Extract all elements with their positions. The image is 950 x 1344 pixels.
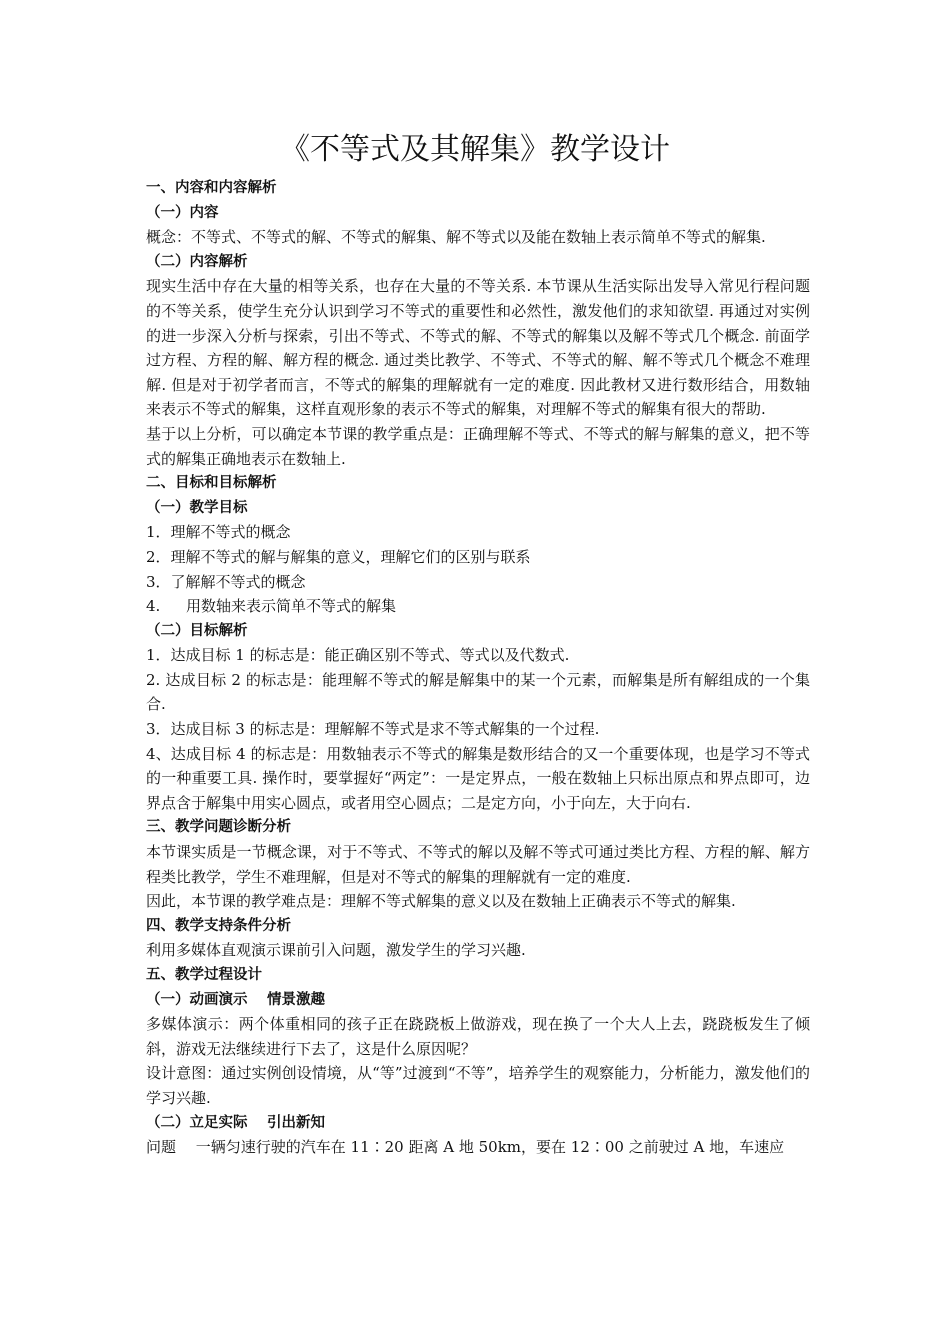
paragraph: 因此，本节课的教学难点是：理解不等式解集的意义以及在数轴上正确表示不等式的解集.	[146, 892, 736, 911]
document-title: 《不等式及其解集》教学设计	[280, 132, 670, 167]
list-item: 4、达成目标 4 的标志是：用数轴表示不等式的解集是数形结合的又一个重要体现，也是学习不等式的一种重要工具. 操作时，要掌握好“两定”：一是定界点，一般在数轴上只标出原点和界点即可，边界点含于解集中用实心圆点，或者用空心圆点；二是定方向，小于向左，大于向右.	[146, 744, 810, 812]
subsection-heading: （一）教学目标	[146, 499, 248, 516]
document-body	[146, 176, 810, 1160]
list-item: 3．达成目标 3 的标志是：理解解不等式是求不等式解集的一个过程.	[146, 720, 600, 739]
section-heading: 一、内容和内容解析	[146, 180, 277, 196]
paragraph: 多媒体演示：两个体重相同的孩子正在跷跷板上做游戏，现在换了一个大人上去，跷跷板发生了倾斜，游戏无法继续进行下去了，这是什么原因呢？	[146, 1015, 810, 1058]
subsection-heading: （二）立足实际 引出新知	[146, 1114, 326, 1131]
subsection-heading: （二）目标解析	[146, 622, 248, 639]
list-item: 1．达成目标 1 的标志是：能正确区别不等式、等式以及代数式.	[146, 646, 570, 665]
paragraph: 现实生活中存在大量的相等关系，也存在大量的不等关系. 本节课从生活实际出发导入常见行程问题的不等关系，使学生充分认识到学习不等式的重要性和必然性，激发他们的求知欲望. 再通过对实例的进一步深入分析与探索，引出不等式、不等式的解、不等式的解集以及解不等式几个概念. 前面学过方程、方程的解、解方程的概念. 通过类比教学、不等式、不等式的解、解不等式几个概念不难理解. 但是对于初学者而言，不等式的解集的理解就有一定的难度. 因此教材又进行数形结合，用数轴来表示不等式的解集，这样直观形象的表示不等式的解集，对理解不等式的解集有很大的帮助.	[146, 277, 810, 419]
list-item: 3．了解解不等式的概念	[146, 572, 306, 591]
section-heading: 二、目标和目标解析	[146, 475, 277, 492]
list-item	[146, 594, 810, 619]
subsection-heading: （二）内容解析	[146, 253, 248, 270]
paragraph: 利用多媒体直观演示课前引入问题，激发学生的学习兴趣.	[146, 941, 526, 960]
list-item: 1．理解不等式的概念	[146, 523, 291, 542]
list-text: 用数轴来表示简单不等式的解集	[186, 597, 397, 616]
section-heading: 五、教学过程设计	[146, 967, 262, 983]
list-item: 2. 达成目标 2 的标志是：能理解不等式的解是解集中的某一个元素，而解集是所有解组成的一个集合.	[146, 670, 810, 714]
paragraph: 问题 一辆匀速行驶的汽车在 11∶20 距离 A 地 50km，要在 12∶00 之前驶过 A 地，车速应	[146, 1138, 785, 1157]
list-number: 4.	[146, 597, 161, 616]
subsection-heading: （一）内容	[146, 204, 219, 221]
subsection-heading: （一）动画演示 情景激趣	[146, 991, 326, 1008]
list-item: 2．理解不等式的解与解集的意义，理解它们的区别与联系	[146, 547, 531, 566]
paragraph: 基于以上分析，可以确定本节课的教学重点是：正确理解不等式、不等式的解与解集的意义，把不等式的解集正确地表示在数轴上.	[146, 424, 810, 468]
paragraph: 设计意图：通过实例创设情境，从“等”过渡到“不等”，培养学生的观察能力，分析能力，激发他们的学习兴趣.	[146, 1064, 810, 1107]
paragraph: 概念：不等式、不等式的解、不等式的解集、解不等式以及能在数轴上表示简单不等式的解集.	[146, 228, 766, 247]
section-heading: 三、教学问题诊断分析	[146, 819, 291, 836]
section-heading: 四、教学支持条件分析	[146, 917, 291, 934]
paragraph: 本节课实质是一节概念课，对于不等式、不等式的解以及解不等式可通过类比方程、方程的解、解方程类比教学，学生不难理解，但是对不等式的解集的理解就有一定的难度.	[146, 843, 810, 886]
